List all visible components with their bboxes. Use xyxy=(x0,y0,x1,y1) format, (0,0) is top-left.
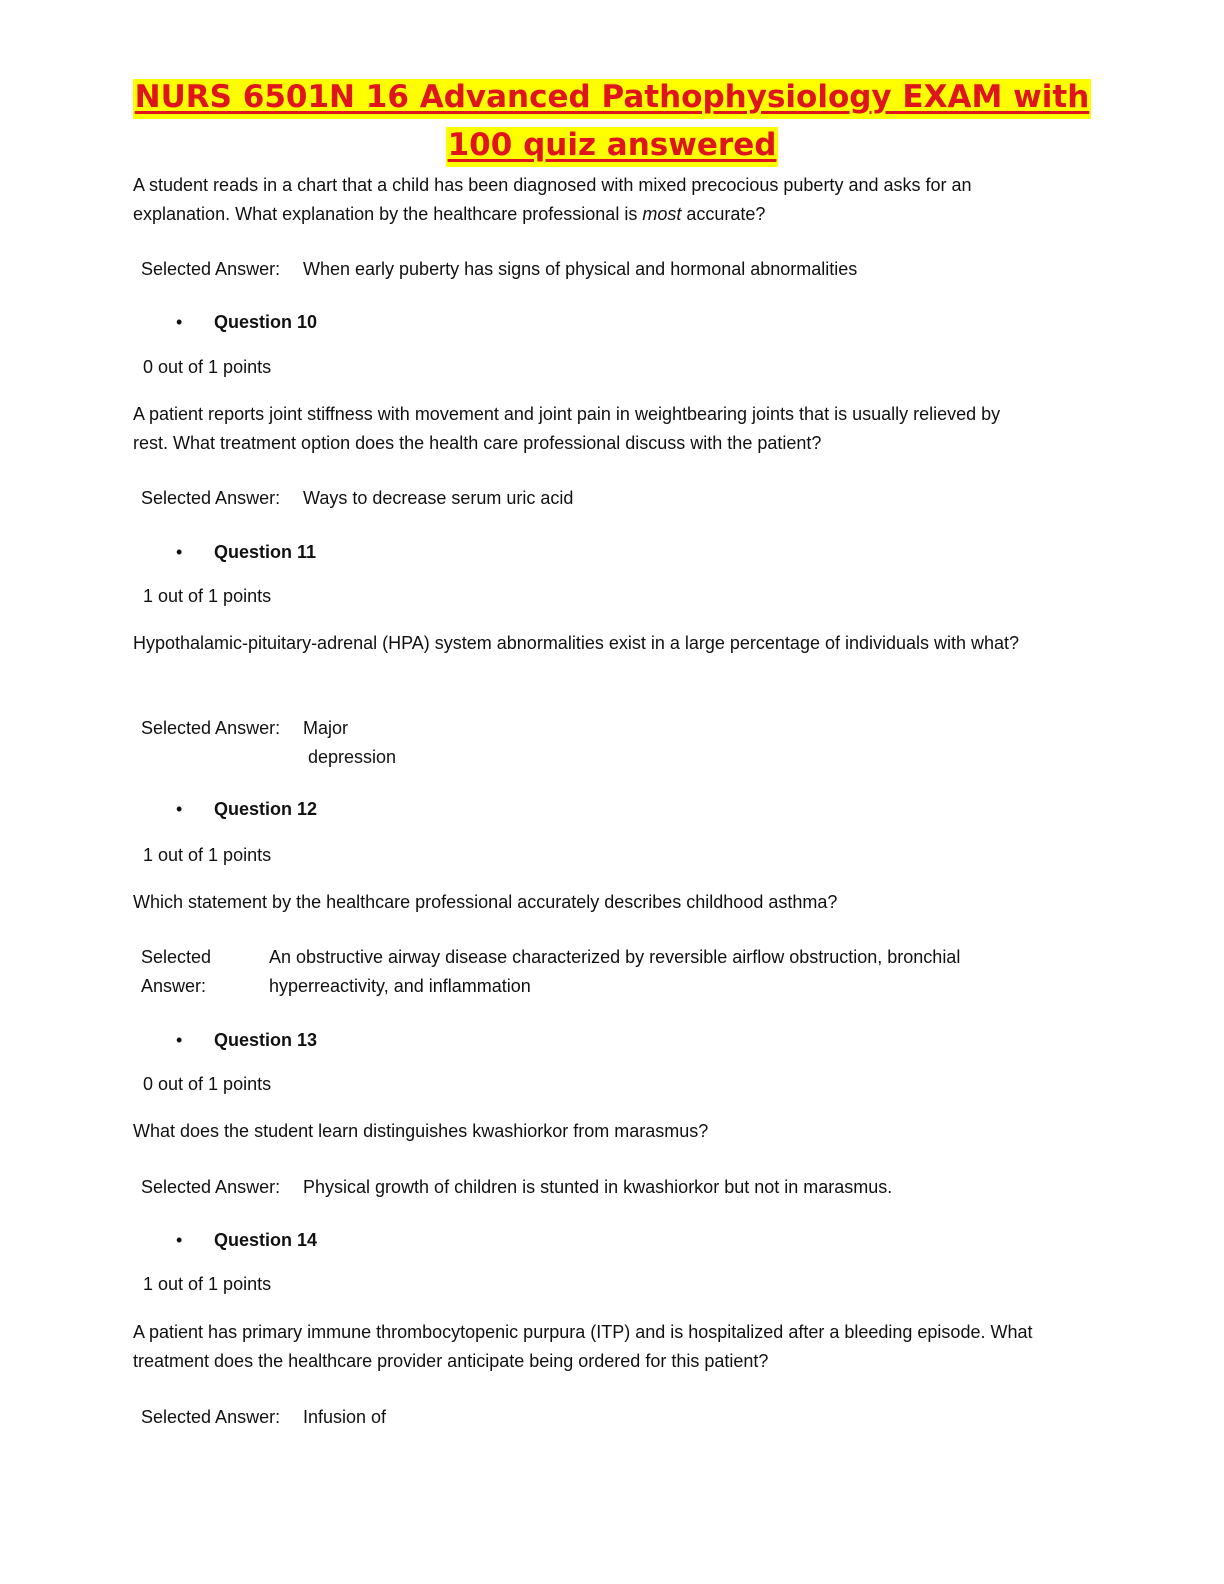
question-text-14: A patient has primary immune thrombocytopenic purpura (ITP) and is hospitalized after a bleeding episode. What treatment does the healthcare provider anticipate being ordered for this patient? xyxy=(133,1322,1033,1371)
page-title-line-1 xyxy=(0,77,1224,117)
intro-selected-answer xyxy=(141,255,1021,284)
bullet-icon: • xyxy=(176,542,183,562)
intro-question: A student reads in a chart that a child has been diagnosed with mixed precocious puberty and asks for an explanation. What explanation by the healthcare professional is most accurate? xyxy=(133,175,972,224)
question-text-12: Which statement by the healthcare professional accurately describes childhood asthma? xyxy=(133,892,838,912)
answer-text: When early puberty has signs of physical and hormonal abnormalities xyxy=(303,259,858,279)
answer-text-line-2: depression xyxy=(308,747,397,767)
points-12: 1 out of 1 points xyxy=(143,845,272,865)
answer-text: Ways to decrease serum uric acid xyxy=(303,488,574,508)
selected-answer-10 xyxy=(141,484,1021,513)
answer-text-line-1: Major xyxy=(303,718,349,738)
answer-label: Selected Answer: xyxy=(141,718,281,738)
question-heading-14: • Question 14 xyxy=(176,1226,317,1255)
answer-text: An obstructive airway disease characterized by reversible airflow obstruction, bronchial hyperreactivity, and inflammation xyxy=(269,947,961,996)
question-text-13: What does the student learn distinguishes kwashiorkor from marasmus? xyxy=(133,1121,709,1141)
points-10: 0 out of 1 points xyxy=(143,357,272,377)
points-13: 0 out of 1 points xyxy=(143,1074,272,1094)
answer-label: Selected Answer: xyxy=(141,1407,281,1427)
question-heading-13: • Question 13 xyxy=(176,1026,317,1055)
answer-text: Infusion of xyxy=(303,1407,387,1427)
bullet-icon: • xyxy=(176,799,183,819)
question-heading-12: • Question 12 xyxy=(176,795,317,824)
selected-answer-11 xyxy=(141,714,1021,772)
question-text-11: Hypothalamic-pituitary-adrenal (HPA) system abnormalities exist in a large percentage of individuals with what? xyxy=(133,633,1020,653)
page-title-line-2 xyxy=(0,125,1224,165)
answer-label: Selected Answer: xyxy=(141,947,212,996)
bullet-icon: • xyxy=(176,1230,183,1250)
answer-label: Selected Answer: xyxy=(141,1177,281,1197)
selected-answer-13 xyxy=(141,1173,1021,1202)
page-title-text-2: 100 quiz answered xyxy=(446,127,779,167)
bullet-icon: • xyxy=(176,312,183,332)
points-11: 1 out of 1 points xyxy=(143,586,272,606)
answer-label: Selected Answer: xyxy=(141,259,281,279)
emphasis-most: most xyxy=(642,204,682,224)
question-heading-10: • Question 10 xyxy=(176,308,317,337)
question-text-10: A patient reports joint stiffness with movement and joint pain in weightbearing joints that is usually relieved by rest. What treatment option does the health care professional discuss with the patient? xyxy=(133,404,1001,453)
page-title-text-1: NURS 6501N 16 Advanced Pathophysiology EXAM with xyxy=(133,79,1092,119)
selected-answer-14 xyxy=(141,1403,1021,1432)
bullet-icon: • xyxy=(176,1030,183,1050)
question-heading-11: • Question 11 xyxy=(176,538,316,567)
answer-label: Selected Answer: xyxy=(141,488,281,508)
points-14: 1 out of 1 points xyxy=(143,1274,272,1294)
answer-text: Physical growth of children is stunted in kwashiorkor but not in marasmus. xyxy=(303,1177,893,1197)
